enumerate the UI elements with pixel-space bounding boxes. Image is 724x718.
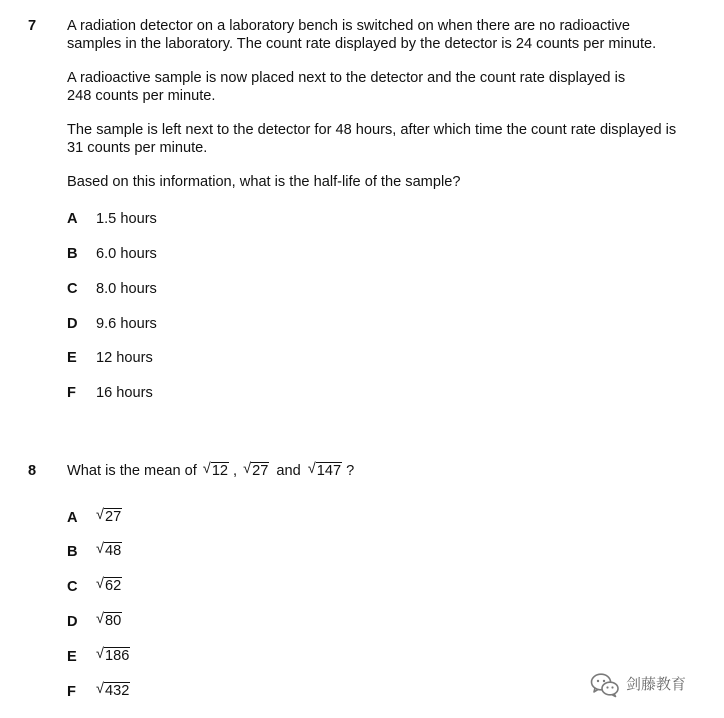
question-8-prompt — [67, 461, 707, 481]
q7-option-d[interactable] — [67, 316, 157, 336]
text-line: 248 counts per minute. — [67, 87, 216, 104]
wechat-icon — [590, 672, 620, 698]
option-text: 6.0 hours — [96, 246, 157, 262]
q8-option-d[interactable] — [67, 611, 122, 631]
radical-sign-icon: √ — [96, 646, 105, 662]
radical-sign-icon: √ — [243, 461, 252, 477]
option-text: 1.5 hours — [96, 211, 157, 227]
radicand: 432 — [105, 683, 130, 699]
radical-sign-icon: √ — [96, 611, 105, 627]
option-sqrt — [96, 611, 122, 629]
radical-sign-icon: √ — [307, 461, 316, 477]
question-7-paragraph-2 — [67, 70, 707, 105]
sqrt-term-3 — [308, 461, 342, 479]
option-sqrt — [96, 541, 122, 559]
q7-option-b[interactable] — [67, 246, 157, 266]
radicand: 12 — [211, 463, 229, 479]
option-letter: C — [67, 281, 78, 297]
option-letter: D — [67, 614, 78, 630]
watermark-text: 剑藤教育 — [626, 676, 687, 694]
text-line: The sample is left next to the detector for 48 hours, after which time the count rate displayed is — [67, 122, 677, 138]
radicand: 27 — [252, 463, 269, 479]
option-letter: F — [67, 385, 76, 401]
option-text: 9.6 hours — [96, 316, 157, 332]
q7-option-a[interactable] — [67, 211, 157, 231]
question-7-paragraph-3 — [67, 122, 707, 157]
radicand: 147 — [316, 463, 342, 479]
radicand: 48 — [105, 543, 122, 559]
option-letter: E — [67, 649, 77, 665]
q7-option-e[interactable] — [67, 350, 153, 370]
text-line: A radioactive sample is now placed next to the detector and the count rate displayed is — [67, 70, 626, 86]
separator-and: and — [276, 463, 301, 479]
option-letter: C — [67, 579, 78, 595]
option-letter: F — [67, 684, 76, 700]
option-letter: B — [67, 544, 78, 560]
option-letter: D — [67, 316, 78, 332]
option-sqrt — [96, 576, 122, 594]
question-8-number: 8 — [28, 463, 37, 479]
q8-option-a[interactable] — [67, 507, 122, 527]
radicand: 186 — [105, 648, 130, 664]
option-text: 12 hours — [96, 350, 153, 366]
radical-sign-icon: √ — [96, 681, 105, 697]
prompt-suffix: ? — [346, 463, 355, 479]
text-line: samples in the laboratory. The count rate displayed by the detector is 24 counts per minute. — [67, 35, 657, 52]
option-letter: A — [67, 510, 78, 526]
question-7-prompt: Based on this information, what is the half-life of the sample? — [67, 174, 461, 190]
option-sqrt — [96, 681, 130, 699]
radical-sign-icon: √ — [96, 576, 105, 592]
radicand: 62 — [105, 578, 122, 594]
question-7-paragraph-1 — [67, 18, 707, 53]
radicand: 80 — [105, 613, 122, 629]
option-letter: A — [67, 211, 78, 227]
radical-sign-icon: √ — [96, 541, 105, 557]
q8-option-e[interactable] — [67, 646, 130, 666]
option-letter: E — [67, 350, 77, 366]
q8-option-f[interactable] — [67, 681, 130, 701]
q7-option-f[interactable] — [67, 385, 153, 405]
sqrt-term-1 — [203, 461, 229, 479]
question-7-number: 7 — [28, 18, 37, 34]
text-line: A radiation detector on a laboratory bench is switched on when there are no radioactive — [67, 18, 631, 34]
option-text: 16 hours — [96, 385, 153, 401]
option-letter: B — [67, 246, 78, 262]
watermark — [590, 672, 686, 698]
radicand: 27 — [105, 509, 122, 525]
q8-option-c[interactable] — [67, 576, 122, 596]
prompt-prefix: What is the mean of — [67, 463, 197, 479]
q7-option-c[interactable] — [67, 281, 157, 301]
q8-option-b[interactable] — [67, 541, 122, 561]
text-line: 31 counts per minute. — [67, 139, 208, 156]
option-text: 8.0 hours — [96, 281, 157, 297]
separator: , — [233, 463, 238, 479]
option-sqrt — [96, 646, 130, 664]
radical-sign-icon: √ — [202, 461, 211, 477]
radical-sign-icon: √ — [96, 507, 105, 523]
sqrt-term-2 — [243, 461, 269, 479]
option-sqrt — [96, 507, 122, 525]
